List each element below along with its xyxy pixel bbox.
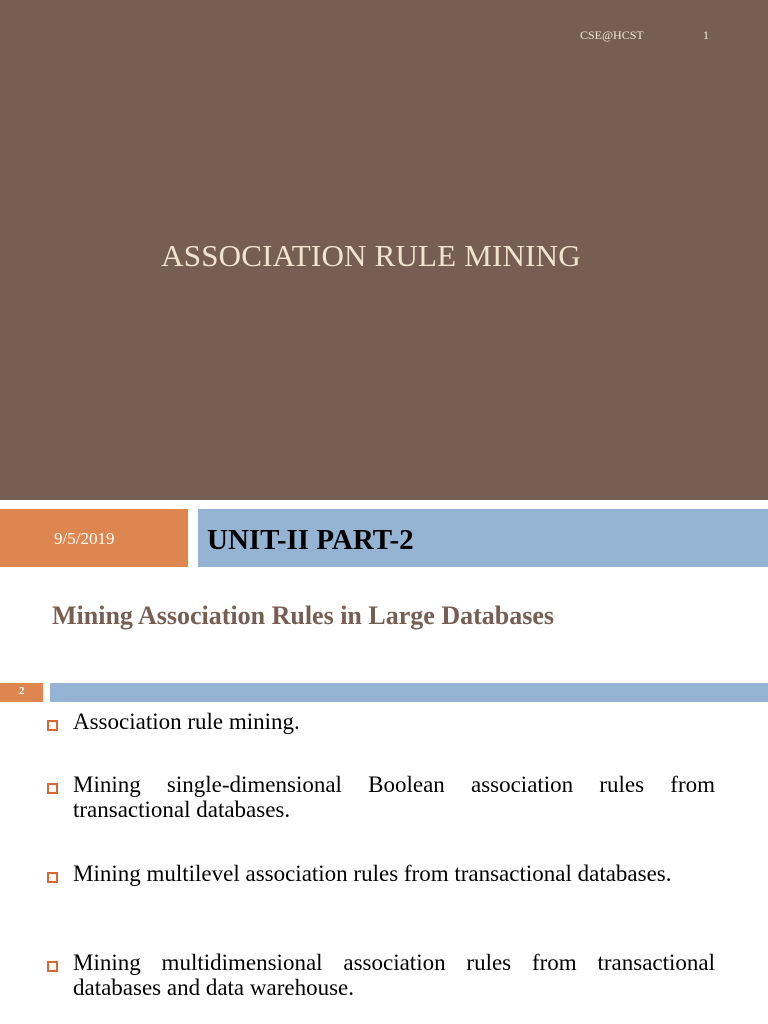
bullet-text: Mining multilevel association rules from transactional databases. xyxy=(73,861,672,886)
bullet-text: Mining multidimensional association rules from transactional databases and data warehouse. xyxy=(73,950,715,1000)
hollow-square-bullet-icon xyxy=(47,961,58,972)
slide-date: 9/5/2019 xyxy=(54,529,115,548)
slide2-number: 2 xyxy=(19,685,25,697)
hollow-square-bullet-icon xyxy=(47,720,58,731)
footer-course-label: CSE@HCST xyxy=(580,28,644,42)
bullet-text: Association rule mining. xyxy=(73,709,300,734)
hollow-square-bullet-icon xyxy=(47,783,58,794)
slide-number: 1 xyxy=(703,28,709,42)
bullet-text: Mining single-dimensional Boolean association rules from transactional databases. xyxy=(73,772,715,822)
hollow-square-bullet-icon xyxy=(47,872,58,883)
unit-heading: UNIT-II PART-2 xyxy=(207,524,414,556)
slide-title: ASSOCIATION RULE MINING xyxy=(161,238,581,273)
slide-subtitle: Mining Association Rules in Large Databases xyxy=(52,601,554,630)
slide2-header-bar xyxy=(50,683,768,702)
